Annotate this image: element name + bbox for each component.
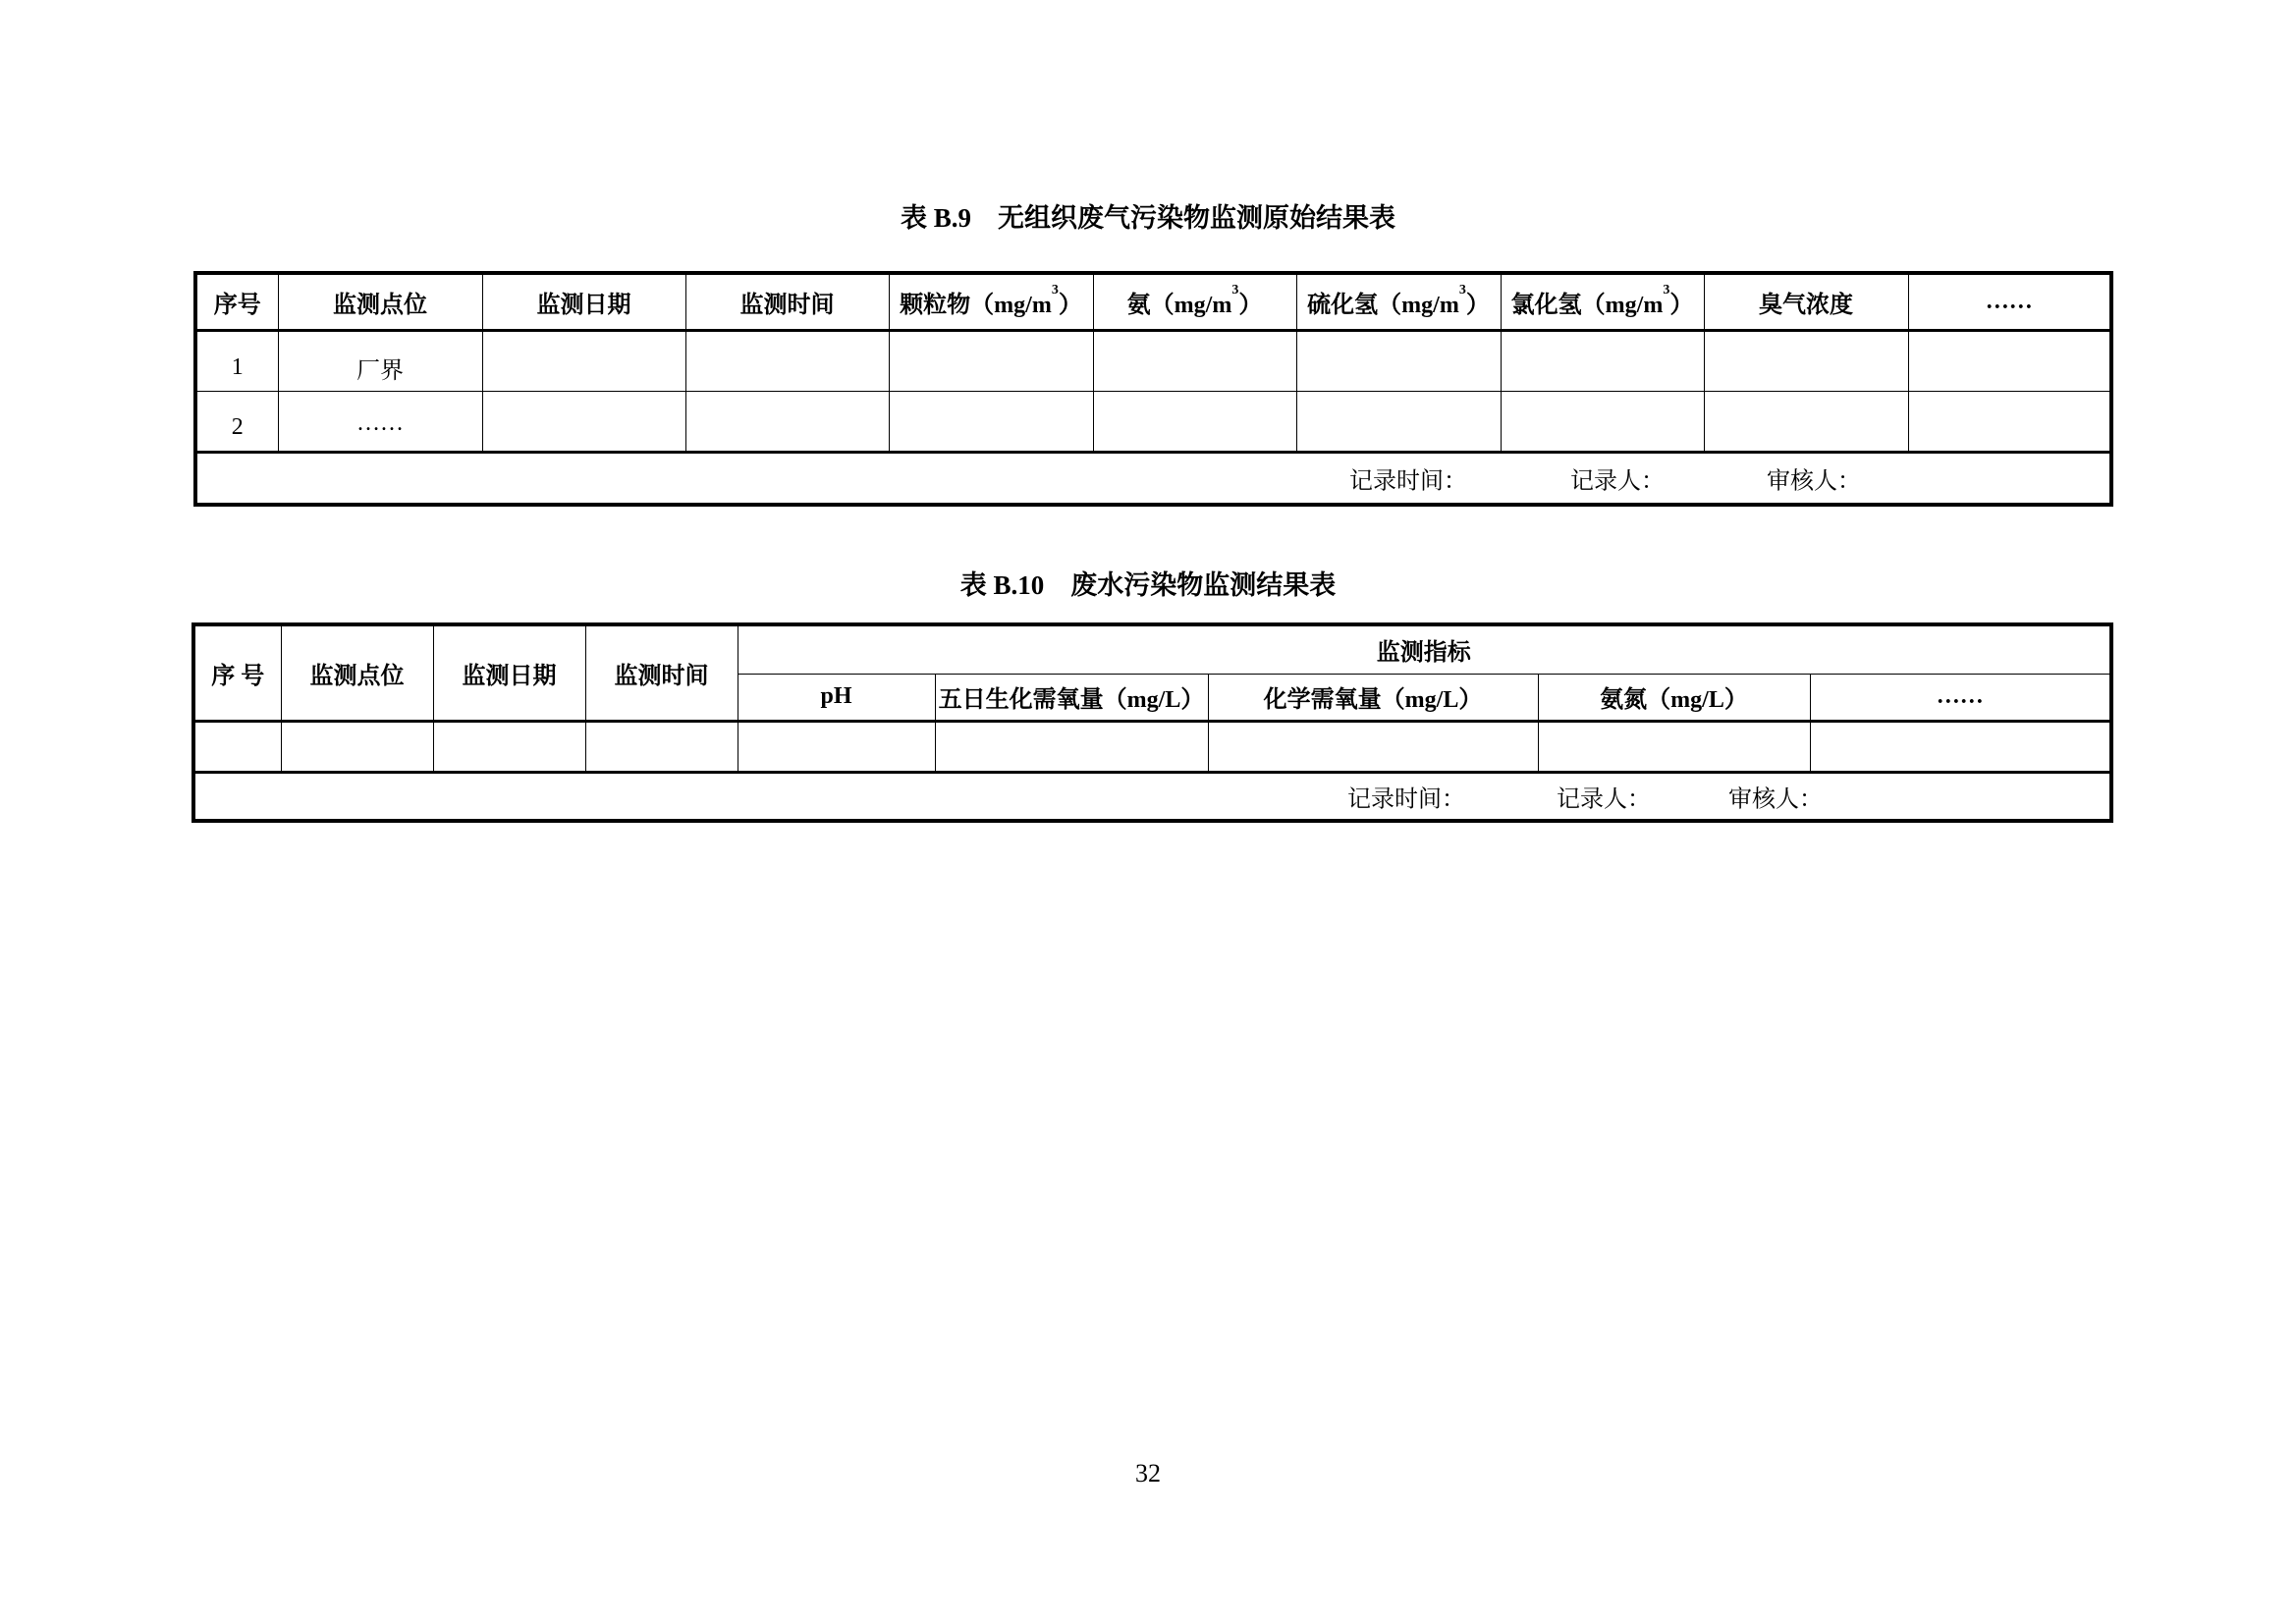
cell-empty	[585, 721, 738, 772]
record-time-label: 记录时间：	[1349, 468, 1467, 495]
recorder-label: 记录人：	[1557, 786, 1651, 813]
cell-empty	[1501, 330, 1704, 391]
cell-empty	[1908, 330, 2111, 391]
header-bod5: 五日生化需氧量（mg/L）	[935, 674, 1208, 721]
header-seq: 序号	[195, 273, 278, 330]
table-row	[193, 721, 2111, 772]
table-b9	[193, 271, 2113, 507]
header-monitoring-time: 监测时间	[585, 624, 738, 721]
table-row	[195, 330, 2111, 391]
cell-empty	[482, 330, 685, 391]
cell-empty	[1501, 391, 1704, 452]
table-b9-footer	[195, 452, 2111, 505]
header-h2s-label: 硫化氢（mg/m	[1307, 292, 1459, 318]
unit-close: ）	[1669, 292, 1694, 318]
cell-empty	[1208, 721, 1538, 772]
unit-superscript: 3	[1458, 282, 1466, 298]
cell-seq: 2	[195, 391, 278, 452]
cell-empty	[1296, 391, 1501, 452]
header-nh3n: 氨氮（mg/L）	[1538, 674, 1810, 721]
header-cod: 化学需氧量（mg/L）	[1208, 674, 1538, 721]
cell-empty	[1093, 330, 1296, 391]
cell-empty	[433, 721, 585, 772]
header-hcl	[1501, 273, 1704, 330]
cell-empty	[482, 391, 685, 452]
table-b10-header-row-1	[193, 624, 2111, 674]
cell-empty	[1538, 721, 1810, 772]
page-number: 32	[1135, 1459, 1161, 1488]
header-monitoring-date: 监测日期	[433, 624, 585, 721]
cell-empty	[685, 391, 889, 452]
unit-superscript: 3	[1051, 282, 1059, 298]
table-row	[195, 391, 2111, 452]
cell-empty	[1093, 391, 1296, 452]
header-more: ……	[1908, 273, 2111, 330]
header-h2s	[1296, 273, 1501, 330]
cell-empty	[1704, 391, 1908, 452]
cell-empty	[1810, 721, 2111, 772]
cell-empty	[738, 721, 935, 772]
cell-point: 厂界	[278, 330, 482, 391]
record-time-label: 记录时间：	[1347, 786, 1465, 813]
cell-empty	[1296, 330, 1501, 391]
cell-empty	[1704, 330, 1908, 391]
recorder-label: 记录人：	[1570, 468, 1665, 495]
cell-empty	[889, 330, 1093, 391]
unit-superscript: 3	[1231, 282, 1239, 298]
table-b10-footer	[193, 772, 2111, 821]
cell-empty	[685, 330, 889, 391]
header-monitoring-point: 监测点位	[281, 624, 433, 721]
unit-close: ）	[1238, 292, 1263, 318]
header-ph: pH	[738, 674, 935, 721]
header-monitoring-time: 监测时间	[685, 273, 889, 330]
header-hcl-label: 氯化氢（mg/m	[1510, 292, 1664, 318]
header-indicators: 监测指标	[738, 624, 2111, 674]
unit-close: ）	[1058, 292, 1082, 318]
header-monitoring-date: 监测日期	[482, 273, 685, 330]
header-ammonia-label: 氨（mg/m	[1126, 292, 1232, 318]
reviewer-label: 审核人：	[1767, 468, 1861, 495]
header-more: ……	[1810, 674, 2111, 721]
header-ammonia	[1093, 273, 1296, 330]
cell-empty	[281, 721, 433, 772]
table-b9-header-row	[195, 273, 2111, 330]
unit-superscript: 3	[1663, 282, 1670, 298]
header-monitoring-point: 监测点位	[278, 273, 482, 330]
cell-empty	[193, 721, 281, 772]
table-b10-caption: 表 B.10 废水污染物监测结果表	[959, 570, 1337, 600]
table-b9-footer-row	[195, 452, 2111, 505]
cell-empty	[889, 391, 1093, 452]
cell-point: ……	[278, 391, 482, 452]
header-particulate	[889, 273, 1093, 330]
header-particulate-label: 颗粒物（mg/m	[900, 292, 1052, 318]
header-odor: 臭气浓度	[1704, 273, 1908, 330]
table-b10	[191, 622, 2113, 823]
cell-empty	[1908, 391, 2111, 452]
reviewer-label: 审核人：	[1728, 786, 1823, 813]
table-b9-caption: 表 B.9 无组织废气污染物监测原始结果表	[900, 203, 1395, 233]
cell-seq: 1	[195, 330, 278, 391]
table-b10-footer-row	[193, 772, 2111, 821]
unit-close: ）	[1465, 292, 1490, 318]
header-seq: 序 号	[193, 624, 281, 721]
cell-empty	[935, 721, 1208, 772]
